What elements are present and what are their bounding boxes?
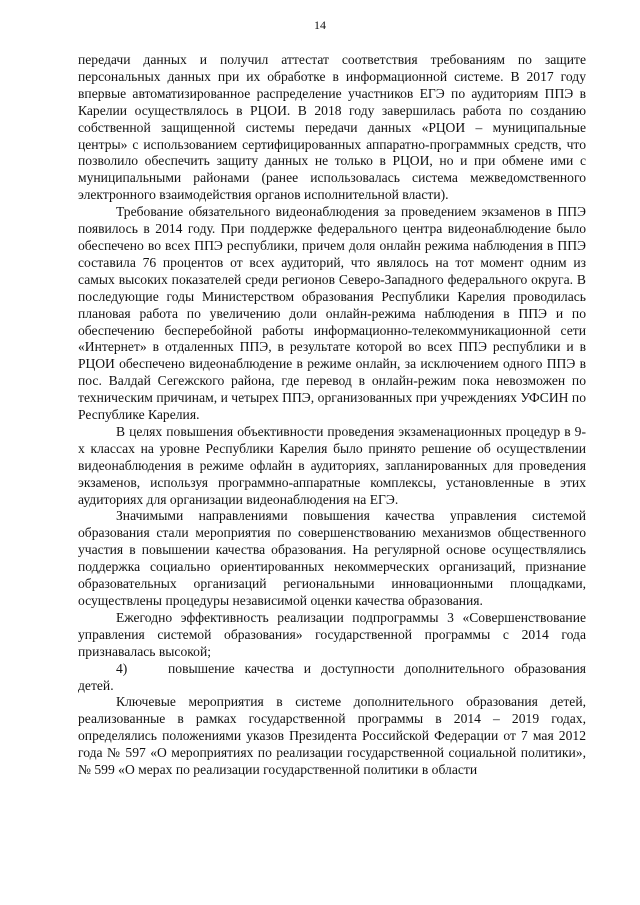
list-item-4 <box>78 661 586 695</box>
document-body <box>78 52 586 779</box>
paragraph-additional-education: Ключевые мероприятия в системе дополнительного образования детей, реализованные в рамках государственной программы в 2014 – 2019 годах, определялись положениями указов Президента Российской Федерации от 7 мая 2012 года № 597 «О мероприятиях по реализации государственной социальной политики», № 599 «О мерах по реализации государственной политики в области <box>78 694 586 778</box>
paragraph-continued: передачи данных и получил аттестат соответствия требованиям по защите персональных данных при их обработке в информационной системе. В 2017 году впервые автоматизированное распределение участников ЕГЭ по аудиториям ППЭ в Карелии осуществлялось в РЦОИ. В 2018 году завершилась работа по созданию собственной защищенной системы передачи данных «РЦОИ – муниципальные центры» с использованием сертифицированных аппаратно-программных средств, что позволило обеспечить защиту данных не только в РЦОИ, но и при обмене ими с муниципальными районами (ранее использовалась система межведомственного электронного взаимодействия органов исполнительной власти). <box>78 52 586 203</box>
list-item-number: 4) <box>116 660 128 676</box>
paragraph-public-participation: Значимыми направлениями повышения качества управления системой образования стали мероприятия по совершенствованию механизмов общественного участия в повышении качества образования. На регулярной основе осуществлялись поддержка социально ориентированных некоммерческих организаций, признание образовательных организаций региональными инновационными площадками, осуществлены процедуры независимой оценки качества образования. <box>78 508 586 608</box>
paragraph-subprogram-efficiency: Ежегодно эффективность реализации подпрограммы 3 «Совершенствование управления системой образования» государственной программы с 2014 года признавалась высокой; <box>78 609 586 659</box>
paragraph-video-surveillance: Требование обязательного видеонаблюдения за проведением экзаменов в ППЭ появилось в 2014 году. При поддержке федерального центра видеонаблюдение было обеспечено во всех ППЭ республики, причем доля онлайн режима наблюдения в ППЭ составила 76 процентов от всех аудиторий, что являлось на тот момент одним из самых высоких показателей среди регионов Северо-Западного федерального округа. В последующие годы Министерством образования Республики Карелия проводилась плановая работа по увеличению доли онлайн-режима наблюдения в ППЭ и по обеспечению бесперебойной работы информационно-телекоммуникационной сети «Интернет» в отдаленных ППЭ, в результате которой во всех ППЭ республики и в РЦОИ обеспечено видеонаблюдение в режиме онлайн, за исключением одного ППЭ в пос. Валдай Сегежского района, где перевод в онлайн-режим пока невозможен по техническим причинам, и четырех ППЭ, организованных при учреждениях УФСИН по Республике Карелия. <box>78 204 586 423</box>
page-number: 14 <box>314 18 326 32</box>
list-item-text: повышение качества и доступности дополнительного образования детей. <box>78 660 586 693</box>
paragraph-objectivity: В целях повышения объективности проведения экзаменационных процедур в 9-х классах на уровне Республики Карелия было принято решение об осуществлении видеонаблюдения в режиме офлайн в аудиториях, запланированных для проведения экзаменов, используя программно-аппаратные комплексы, установленные в этих аудиториях для организации видеонаблюдения на ЕГЭ. <box>78 423 586 507</box>
